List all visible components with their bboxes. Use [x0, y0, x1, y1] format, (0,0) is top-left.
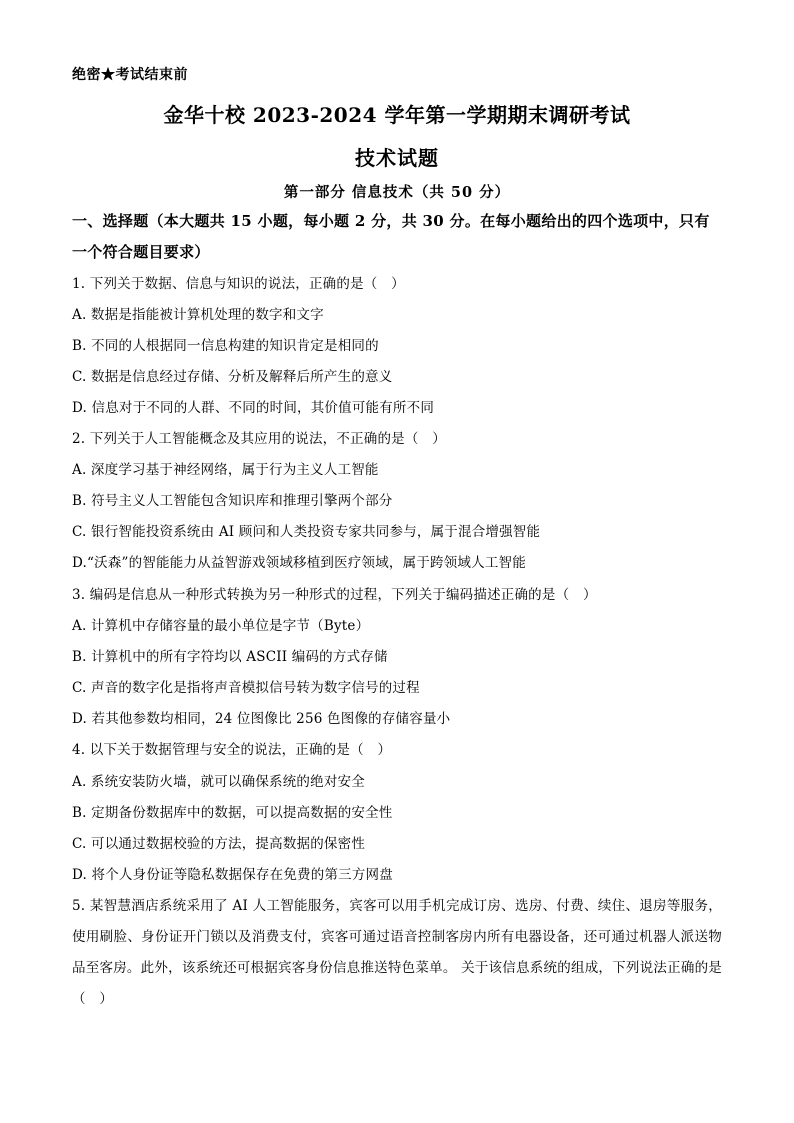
question-2-option-b: B. 符号主义人工智能包含知识库和推理引擎两个部分 [72, 493, 393, 509]
question-2-stem: 2. 下列关于人工智能概念及其应用的说法，不正确的是（ ） [72, 431, 446, 447]
question-5-stem: 5. 某智慧酒店系统采用了 AI 人工智能服务，宾客可以用手机完成订房、选房、付费、续住、退房等服务，使用刷脸、身份证开门锁以及消费支付，宾客可通过语音控制客房内所有电器设备，还可通过机器人派送物品至客房。此外，该系统还可根据宾客身份信息推送特色菜单。 关于该信息系统的组成，下列说法正确的是（ ） [72, 898, 722, 1007]
question-3-option-d: D. 若其他参数均相同，24 位图像比 256 色图像的存储容量小 [72, 711, 451, 727]
question-2-option-c: C. 银行智能投资系统由 AI 顾问和人类投资专家共同参与，属于混合增强智能 [72, 524, 541, 540]
question-1-option-d: D. 信息对于不同的人群、不同的时间，其价值可能有所不同 [72, 400, 435, 416]
question-3-stem: 3. 编码是信息从一种形式转换为另一种形式的过程，下列关于编码描述正确的是（ ） [72, 587, 597, 603]
exam-title: 金华十校 2023-2024 学年第一学期期末调研考试 [163, 103, 631, 127]
section-instruction: 一、选择题（本大题共 15 小题，每小题 2 分，共 30 分。在每小题给出的四个选项中，只有一个符合题目要求） [72, 212, 710, 261]
question-1-option-b: B. 不同的人根据同一信息构建的知识肯定是相同的 [72, 338, 379, 354]
question-4-option-c: C. 可以通过数据校验的方法，提高数据的保密性 [72, 836, 366, 852]
question-2-option-d: D.“沃森”的智能能力从益智游戏领域移植到医疗领域，属于跨领域人工智能 [72, 555, 526, 571]
question-1-stem: 1. 下列关于数据、信息与知识的说法，正确的是（ ） [72, 276, 405, 292]
part-heading: 第一部分 信息技术（共 50 分） [283, 184, 511, 201]
question-4-option-a: A. 系统安装防火墙，就可以确保系统的绝对安全 [72, 774, 365, 790]
question-4-option-b: B. 定期备份数据库中的数据，可以提高数据的安全性 [72, 805, 393, 821]
question-1-option-a: A. 数据是指能被计算机处理的数字和文字 [72, 307, 324, 323]
question-2-option-a: A. 深度学习基于神经网络，属于行为主义人工智能 [72, 462, 379, 478]
secret-mark: 绝密★考试结束前 [72, 67, 188, 83]
question-4-stem: 4. 以下关于数据管理与安全的说法，正确的是（ ） [72, 742, 392, 758]
question-4-option-d: D. 将个人身份证等隐私数据保存在免费的第三方网盘 [72, 867, 393, 883]
question-3-option-b: B. 计算机中的所有字符均以 ASCII 编码的方式存储 [72, 649, 388, 665]
exam-subtitle: 技术试题 [355, 146, 439, 170]
question-1-option-c: C. 数据是信息经过存储、分析及解释后所产生的意义 [72, 369, 393, 385]
question-3-option-c: C. 声音的数字化是指将声音模拟信号转为数字信号的过程 [72, 680, 420, 696]
question-3-option-a: A. 计算机中存储容量的最小单位是字节（Byte） [72, 618, 370, 634]
